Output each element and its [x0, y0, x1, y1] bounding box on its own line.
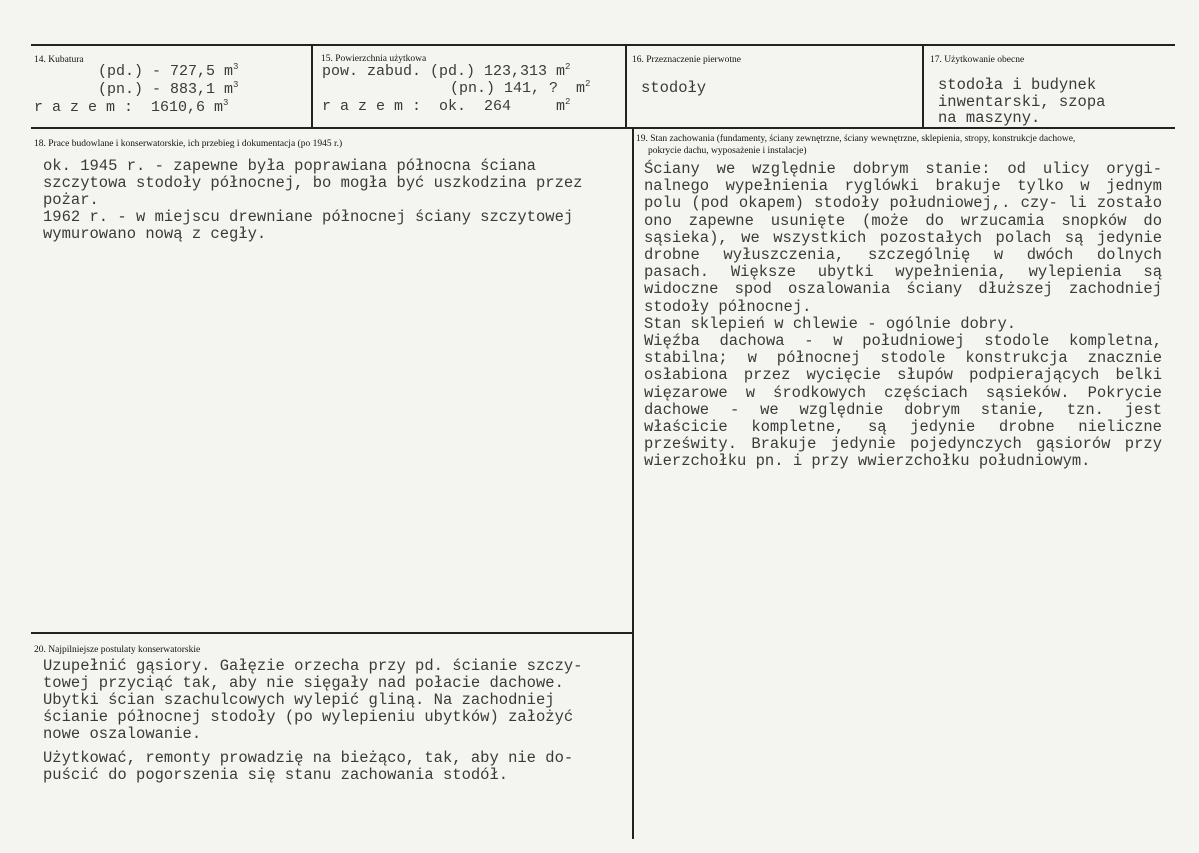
powierzchnia-razem: r a z e m : ok. 264 $m^2$	[322, 97, 571, 115]
kubatura-pd: (pd.) - 727,5 $m^3$	[98, 62, 239, 80]
stan-label-line1: 19. Stan zachowania (fundamenty, ściany zewnętrzne, ściany wewnętrzne, sklepienia, stropy, konstrukcje dachowe,	[636, 134, 1076, 144]
prace-label: 18. Prace budowlane i konserwatorskie, ich przebieg i dokumentacja (po 1945 r.)	[34, 139, 343, 149]
stan-paragraph-1: Stan sklepień w chlewie - ogólnie dobry.	[644, 314, 1017, 333]
kubatura-razem: r a z e m : 1610,6 $m^3$	[34, 98, 229, 116]
prace-line-0: ok. 1945 r. - zapewne była poprawiana północna ściana	[43, 157, 536, 175]
uzytkowanie-line1: stodoła i budynek	[938, 76, 1097, 94]
kubatura-label: 14. Kubatura	[34, 55, 84, 65]
stan-paragraph-0: Ściany we względnie dobrym stanie: od ulicy orygi- nalnego wypełnienia ryglówki brakuje tylko w jednym polu (pod okapem) stodoły południowej,. czy- li zostało ono zapewne usunięte (może do wrzucamia snopków do sąsieka), we wszystkich pozostałych polach są jedynie drobne wyłuszczenia, szczególnię w dwóch dolnych pasach. Większe ubytki wypełnienia, wylepienia są widoczne spod oszalowania ściany dłuższej zachodniej stodoły północnej.	[644, 160, 1162, 316]
postulaty-line-0: Uzupełnić gąsiory. Gałęzie orzecha przy pd. ścianie szczy-	[43, 657, 583, 675]
prace-line-1: szczytowa stodoły północnej, bo mogła być uszkodzina przez	[43, 175, 583, 191]
postulaty-line-3: ścianie północnej stodoły (po wylepieniu ubytków) założyć	[43, 708, 574, 726]
postulaty-line-2: Ubytki ścian szachulcowych wylepić gliną. Na zachodniej	[43, 691, 555, 709]
powierzchnia-zabud: pow. zabud. (pd.) 123,313 $m^2$	[322, 62, 571, 80]
divider-15-16	[625, 44, 627, 128]
divider-18-19	[632, 127, 634, 839]
row-rule-1	[31, 127, 1175, 129]
prace-line-2: pożar.	[43, 191, 99, 209]
top-rule	[31, 44, 1175, 46]
uzytkowanie-label: 17. Użytkowanie obecne	[930, 55, 1025, 65]
powierzchnia-pn: (pn.) 141, ? $m^2$	[450, 79, 591, 97]
postulaty-line-6: puścić do pogorszenia się stanu zachowania stodół.	[43, 766, 509, 784]
stan-text	[644, 161, 1162, 471]
prace-line-3: 1962 r. - w miejscu drewniane północnej ściany szczytowej	[43, 208, 574, 226]
postulaty-line-4: nowe oszalowanie.	[43, 725, 202, 743]
kubatura-pn: (pn.) - 883,1 $m^3$	[98, 80, 239, 98]
stan-label-line2: pokrycie dachu, wyposażenie i instalacje)	[648, 146, 807, 156]
przeznaczenie-value: stodoły	[641, 79, 707, 97]
uzytkowanie-line3: na maszyny.	[938, 110, 1041, 126]
postulaty-line-1: towej przyciąć tak, aby nie sięgały nad połacie dachowe.	[43, 674, 564, 692]
prace-line-4: wymurowano nową z cegły.	[43, 225, 267, 243]
divider-14-15	[311, 44, 313, 128]
uzytkowanie-line2: inwentarski, szopa	[938, 93, 1106, 111]
stan-paragraph-2: Więźba dachowa - w południowej stodole kompletna, stabilna; w północnej stodole konstrukcja znacznie osłabiona przez wycięcie słupów podpierających belki więzarowe w środkowych częściach sąsieków. Pokrycie dachowe - we względnie dobrym stanie, tzn. jest właścicie kompletne, są jedynie drobne nieliczne prześwity. Brakuje jedynie pojedynczych gąsiorów przy wierzchołku pn. i przy wwierzchołku południowym.	[644, 332, 1162, 471]
row-rule-2	[31, 632, 633, 634]
divider-16-17	[922, 44, 924, 128]
postulaty-line-5: Użytkować, remonty prowadzię na bieżąco, tak, aby nie do-	[43, 749, 574, 767]
przeznaczenie-label: 16. Przeznaczenie pierwotne	[632, 55, 741, 65]
postulaty-label: 20. Najpilniejsze postulaty konserwatorskie	[34, 645, 201, 655]
powierzchnia-label: 15. Powierzchnia użytkowa	[321, 54, 427, 64]
